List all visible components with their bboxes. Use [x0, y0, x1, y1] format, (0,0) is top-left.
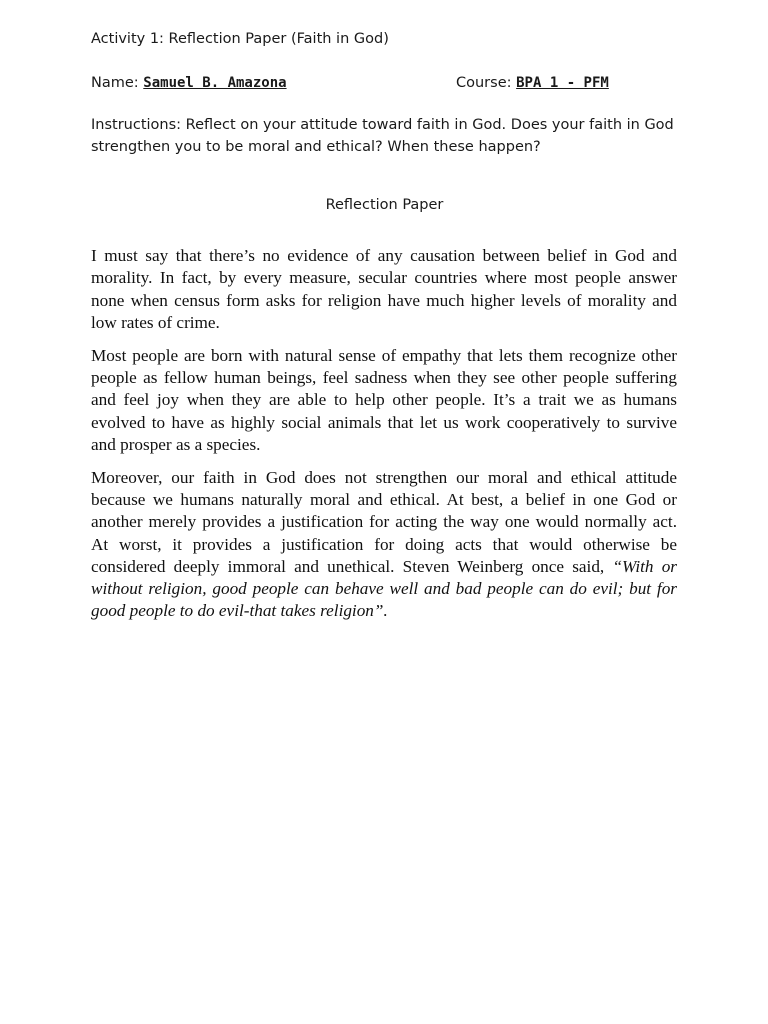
paragraph-3-text: Moreover, our faith in God does not strengthen our moral and ethical attitude because we humans naturally moral and ethical. At best, a belief in one God or another merely provides a justification for acting the way one would normally act. At worst, it provides a justification for doing acts that would otherwise be considered deeply immoral and unethical. Steven Weinberg once said,	[91, 467, 677, 576]
course-label: Course:	[456, 75, 512, 91]
course-line	[456, 75, 609, 91]
paragraph-3	[91, 467, 677, 623]
student-name: Samuel B. Amazona	[143, 75, 287, 91]
name-line	[91, 75, 287, 91]
activity-title: Activity 1: Reflection Paper (Faith in God)	[91, 31, 389, 47]
paper-heading: Reflection Paper	[325, 197, 444, 213]
instructions: Instructions: Reflect on your attitude toward faith in God. Does your faith in God strengthen you to be moral and ethical? When these happen?	[91, 117, 674, 155]
paragraph-1: I must say that there’s no evidence of any causation between belief in God and morality. In fact, by every measure, secular countries where most people answer none when census form asks for religion have much higher levels of morality and low rates of crime.	[91, 246, 677, 332]
paper-body	[91, 245, 677, 633]
name-label: Name:	[91, 75, 139, 91]
paragraph-2: Most people are born with natural sense of empathy that lets them recognize other people as fellow human beings, feel sadness when they see other people suffering and feel joy when they are able to help other people. It’s a trait we as humans evolved to have as highly social animals that let us work cooperatively to survive and prosper as a species.	[91, 345, 677, 454]
course-value: BPA 1 - PFM	[516, 75, 609, 91]
weinberg-quote: “With or without religion, good people can behave well and bad people can do evil; but for good people to do evil-that takes religion”.	[91, 556, 677, 621]
